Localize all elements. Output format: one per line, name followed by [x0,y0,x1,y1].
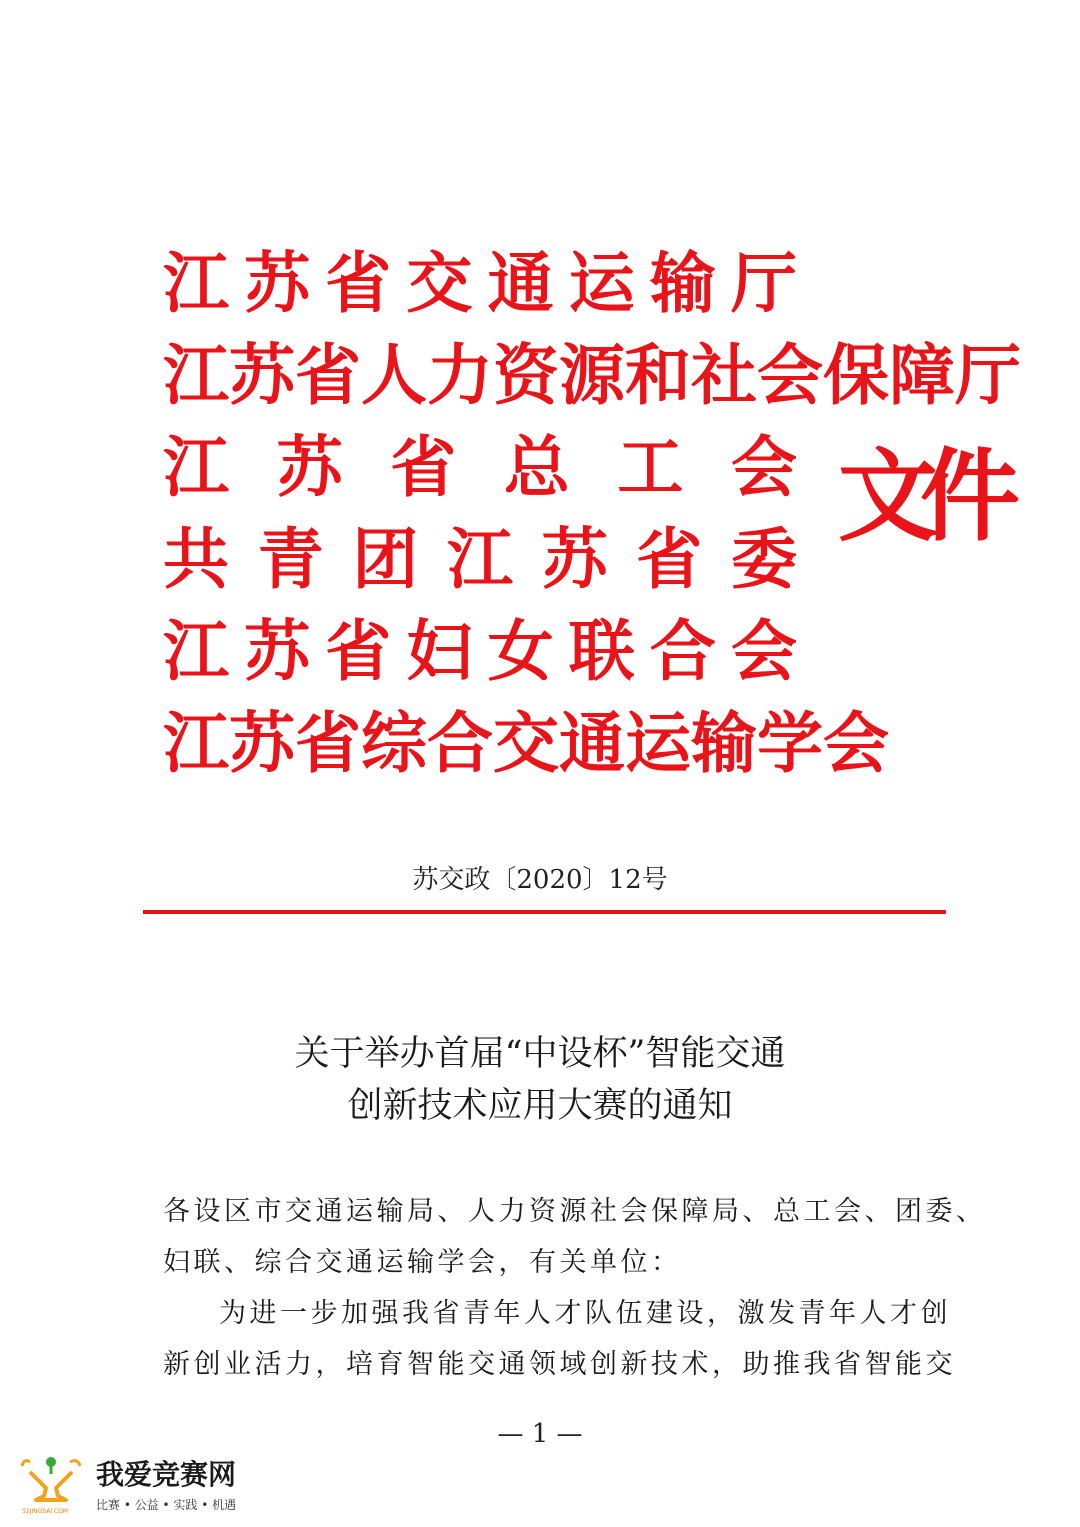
issuer-char: 工 [617,429,684,506]
watermark-site-name: 我爱竞赛网 [96,1458,237,1491]
issuer-char: 运 [625,705,691,782]
issuer-char: 共 [163,521,229,598]
issuer-char: 苏 [541,521,608,598]
issuer-char: 省 [295,705,361,782]
issuer-char: 社 [691,337,757,414]
issuer-char: 通 [487,245,554,322]
page-number: — 1 — [497,1419,583,1449]
issuer-char: 江 [163,429,229,506]
issuer-char: 江 [163,613,229,690]
issuer-char: 团 [352,521,419,598]
title-line-2: 创新技术应用大赛的通知 [347,1086,733,1126]
body-line-1: 各设区市交通运输局、人力资源社会保障局、总工会、团委、 [163,1196,987,1227]
issuer-char: 交 [493,705,559,782]
issuer-char: 苏 [229,705,295,782]
issuer-char: 苏 [244,245,311,322]
issuer-char: 女 [487,613,554,690]
issuer-char: 通 [559,705,625,782]
body-line-2: 妇联、综合交通运输学会，有关单位： [163,1247,682,1278]
issuer-char: 会 [757,337,823,414]
issuer-char: 源 [559,337,625,414]
issuer-char: 合 [649,613,716,690]
issuer-char: 会 [730,613,797,690]
issuer-char: 输 [649,245,716,322]
body-line-4: 新创业活力，培育智能交通领域创新技术，助推我省智能交 [163,1349,956,1380]
document-body [163,1186,987,1390]
issuer-char: 苏 [229,337,295,414]
issuer-char: 厅 [730,245,797,322]
issuer-line-4 [163,514,797,606]
issuer-char: 交 [406,245,473,322]
issuer-char: 联 [568,613,635,690]
issuer-char: 和 [625,337,691,414]
issuer-line-2 [163,330,1021,422]
watermark-logo [10,1452,260,1522]
issuer-char: 青 [257,521,324,598]
issuer-char: 运 [568,245,635,322]
issuer-char: 保 [823,337,889,414]
issuer-char: 江 [163,337,229,414]
issuer-line-5 [163,606,797,698]
issuer-char: 障 [889,337,955,414]
red-separator-rule [143,910,946,914]
issuer-char: 省 [325,245,392,322]
issuer-char: 省 [390,429,457,506]
issuer-char: 苏 [244,613,311,690]
issuer-char: 会 [730,429,797,506]
issuer-char: 妇 [406,613,473,690]
body-line-3: 为进一步加强我省青年人才队伍建设，激发青年人才创 [219,1298,951,1329]
issuer-char: 江 [446,521,513,598]
issuer-char: 人 [361,337,427,414]
issuer-char: 江 [163,705,229,782]
issuer-char: 合 [427,705,493,782]
issuer-char: 省 [295,337,361,414]
document-title [0,1028,1080,1132]
issuer-char: 江 [163,245,229,322]
document-number: 苏交政〔2020〕12号 [412,865,668,895]
issuer-char: 厅 [955,337,1021,414]
issuer-char: 委 [730,521,797,598]
issuer-char: 资 [493,337,559,414]
watermark-tagline: 比赛 • 公益 • 实践 • 机遇 [96,1498,237,1512]
title-line-1: 关于举办首届“中设杯”智能交通 [294,1034,786,1074]
issuer-char: 学 [757,705,823,782]
issuer-line-6 [163,698,889,790]
issuer-char: 总 [503,429,570,506]
issuer-line-3 [163,422,797,514]
issuer-char: 苏 [276,429,343,506]
issuer-line-1 [163,238,797,330]
issuer-char: 综 [361,705,427,782]
issuer-char: 力 [427,337,493,414]
issuer-char: 省 [636,521,703,598]
trophy-cup-icon [16,1452,86,1514]
watermark-url: 52JINGSAI.COM [22,1508,69,1515]
issuer-char: 会 [823,705,889,782]
issuer-char: 省 [325,613,392,690]
document-type-label: 文件 [838,438,1002,555]
issuer-char: 输 [691,705,757,782]
